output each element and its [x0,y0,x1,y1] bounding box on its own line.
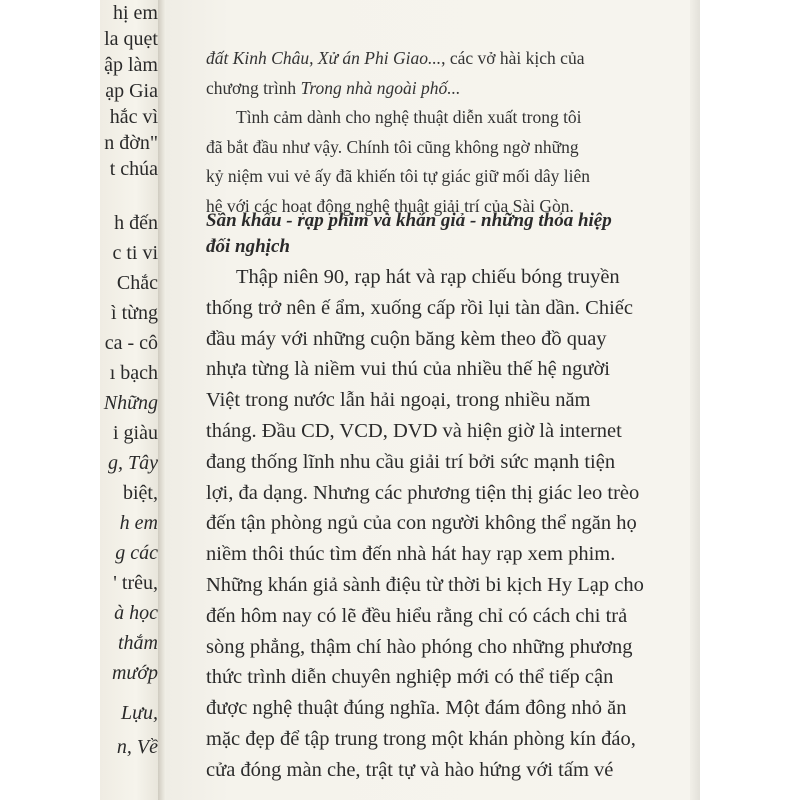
body-line: Thập niên 90, rạp hát và rạp chiếu bóng truyền [236,266,620,288]
right-page [166,0,700,800]
left-page-line: c ti vi [112,242,158,264]
play-titles: đất Kinh Châu, Xử án Phi Giao... [206,48,442,68]
left-page-line: Chắc [116,272,158,294]
book-gutter [158,0,166,800]
body-line: tháng. Đầu CD, VCD, DVD và hiện giờ là internet [206,419,622,442]
body-line: niềm thôi thúc tìm đến nhà hát hay rạp xem phim. [206,543,616,566]
left-page-line: ì từng [111,302,158,324]
left-page-line: i giàu [113,422,158,444]
paragraph-line: hệ với các hoạt động nghệ thuật giải trí của Sài Gòn. [206,195,574,216]
body-line: được nghệ thuật đúng nghĩa. Một đám đông nhỏ ăn [206,697,627,720]
body-line: cửa đóng màn che, trật tự và hào hứng với tấm vé [206,758,614,781]
body-line: Việt trong nước lẫn hải ngoại, trong nhiều năm [206,389,591,412]
left-page-line: ạp Gia [105,80,158,102]
body-line: lợi, đa dạng. Nhưng các phương tiện thị giác leo trèo [206,481,640,504]
left-page-line: hị em [113,2,158,24]
body-line: đầu máy với những cuộn băng kèm theo đồ quay [206,327,607,350]
left-page-line: t chúa [109,158,158,180]
left-page-line: ập làm [104,54,158,76]
paragraph-line: đã bắt đầu như vậy. Chính tôi cũng không ngờ những [206,136,579,157]
left-page-line: n đờn" [104,132,158,154]
left-facing-page [100,0,160,800]
intro-line: đất Kinh Châu, Xử án Phi Giao..., các vở hài kịch của [206,48,585,68]
left-page-line: Những [103,392,158,414]
left-page-line: n, Về [116,736,158,758]
left-page-line: à học [114,602,158,624]
left-page-line: ca - cô [104,332,158,354]
paragraph-line: kỷ niệm vui vẻ ấy đã khiến tôi tự giác giữ mối dây liên [206,166,590,186]
intro-block [206,44,666,221]
left-page-line: Lựu, [120,702,158,724]
body-line: sòng phẳng, thậm chí hào phóng cho những phương [206,635,633,658]
program-title: Trong nhà ngoài phố... [300,77,461,98]
body-line: thức trình diễn chuyên nghiệp mới có thể tiếp cận [206,666,614,689]
body-line: đến hôm nay có lẽ đều hiểu rằng chỉ có cách chi trả [206,604,628,627]
left-page-line: hắc vì [109,106,158,128]
body-text [206,262,666,786]
left-page-line: ı bạch [109,362,158,384]
body-line: thống trở nên ế ẩm, xuống cấp rồi lụi tàn dần. Chiếc [206,296,633,319]
left-page-line: ' trêu, [113,572,158,594]
left-page-line: biệt, [123,482,158,504]
left-page-line: thắm [118,632,158,654]
left-page-line: mướp [111,662,158,684]
intro-line: chương trình Trong nhà ngoài phố... [206,77,461,98]
left-page-line: la quẹt [104,28,158,50]
body-line: đang thống lĩnh nhu cầu giải trí bởi sức mạnh tiện [206,450,616,473]
left-page-line: g các [115,542,158,564]
left-page-line: h em [119,512,158,534]
body-line: đến tận phòng ngủ của con người không thể ngăn họ [206,512,637,535]
body-line: Những khán giả sành điệu từ thời bi kịch Hy Lạp cho [206,573,644,596]
left-page-line: h đến [114,212,158,234]
body-line: mặc đẹp để tập trung trong một khán phòng kín đáo, [206,727,636,750]
body-line: nhựa từng là niềm vui thú của nhiều thế hệ người [206,358,610,381]
left-page-line: g, Tây [108,452,158,474]
page-edge [690,0,700,800]
section-heading: Sân khấu - rạp phim và khán giả - những thỏa hiệp đối nghịch [206,210,612,257]
paragraph-line: Tình cảm dành cho nghệ thuật diễn xuất trong tôi [236,107,582,127]
